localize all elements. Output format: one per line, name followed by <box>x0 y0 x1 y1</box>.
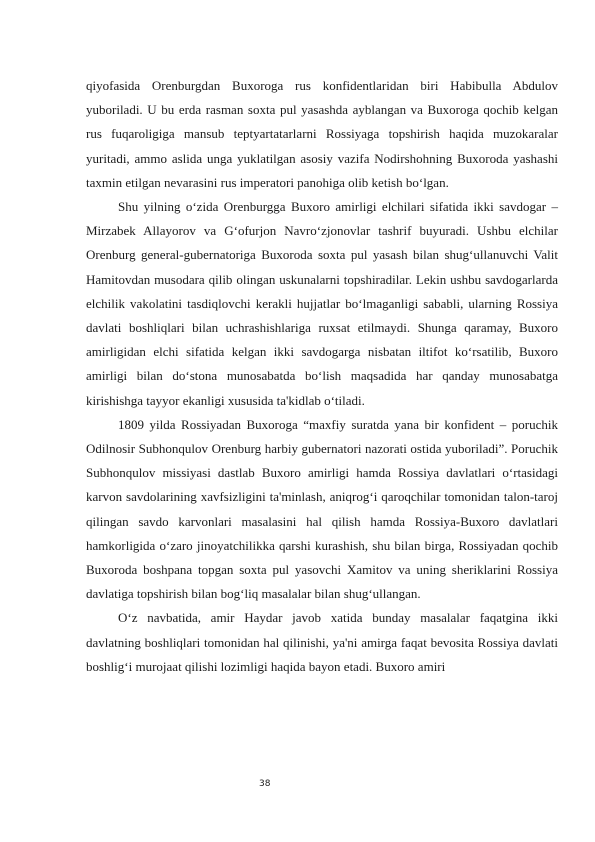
document-body <box>86 74 558 679</box>
paragraph-1809-mission: 1809 yilda Rossiyadan Buxoroga “maxfiy suratda yana bir konfident – poruchik Odilnosir Subhonqulov Orenburg harbiy gubernatori nazorati ostida yuboriladi”. Poruchik Subhonqulov missiyasi dastlab Buxoro amirligi hamda Rossiya davlatlari oʻrtasidagi karvon savdolarining xavfsizligini ta'minlash, aniqrogʻi qaroqchilar tomonidan talon-taroj qilingan savdo karvonlari masalasini hal qilish hamda Rossiya-Buxoro davlatlari hamkorligida oʻzaro jinoyatchilikka qarshi kurashish, shu bilan birga, Rossiyadan qochib Buxoroda boshpana topgan soxta pul yasovchi Xamitov va uning sheriklarini Rossiya davlatiga topshirish bilan bogʻliq masalalar bilan shugʻullangan. <box>86 416 558 602</box>
paragraph-amir-reply: Oʻz navbatida, amir Haydar javob xatida bunday masalalar faqatgina ikki davlatning boshliqlari tomonidan hal qilinishi, ya'ni amirga faqat bevosita Rossiya davlati boshligʻi murojaat qilishi lozimligi haqida bayon etadi. Buxoro amiri <box>86 610 558 674</box>
paragraph-continuation: qiyofasida Orenburgdan Buxoroga rus konfidentlaridan biri Habibulla Abdulov yuboriladi. U bu erda rasman soxta pul yasashda ayblangan va Buxoroga qochib kelgan rus fuqaroligiga mansub teptyartatarlarni Rossiyaga topshirish haqida muzokaralar yuritadi, ammo aslida unga yuklatilgan asosiy vazifa Nodirshohning Buxoroda yashashi taxmin etilgan nevarasini rus imperatori panohiga olib ketish boʻlgan. <box>86 78 558 190</box>
paragraph-envoys: Shu yilning oʻzida Orenburgga Buxoro amirligi elchilari sifatida ikki savdogar – Mirzabek Allayorov va Gʻofurjon Navroʻzjonovlar tashrif buyuradi. Ushbu elchilar Orenburg general-gubernatoriga Buxoroda soxta pul yasash bilan shugʻullanuvchi Valit Hamitovdan musodara qilib olingan uskunalarni topshiradilar. Lekin ushbu savdogarlarda elchilik vakolatini tasdiqlovchi kerakli hujjatlar boʻlmaganligi sababli, ularning Rossiya davlati boshliqlari bilan uchrashishlariga ruxsat etilmaydi. Shunga qaramay, Buxoro amirligidan elchi sifatida kelgan ikki savdogarga nisbatan iltifot koʻrsatilib, Buxoro amirligi bilan doʻstona munosabatda boʻlish maqsadida har qanday munosabatga kirishishga tayyor ekanligi xususida ta'kidlab oʻtiladi. <box>86 199 558 408</box>
page-number: 38 <box>259 779 271 789</box>
